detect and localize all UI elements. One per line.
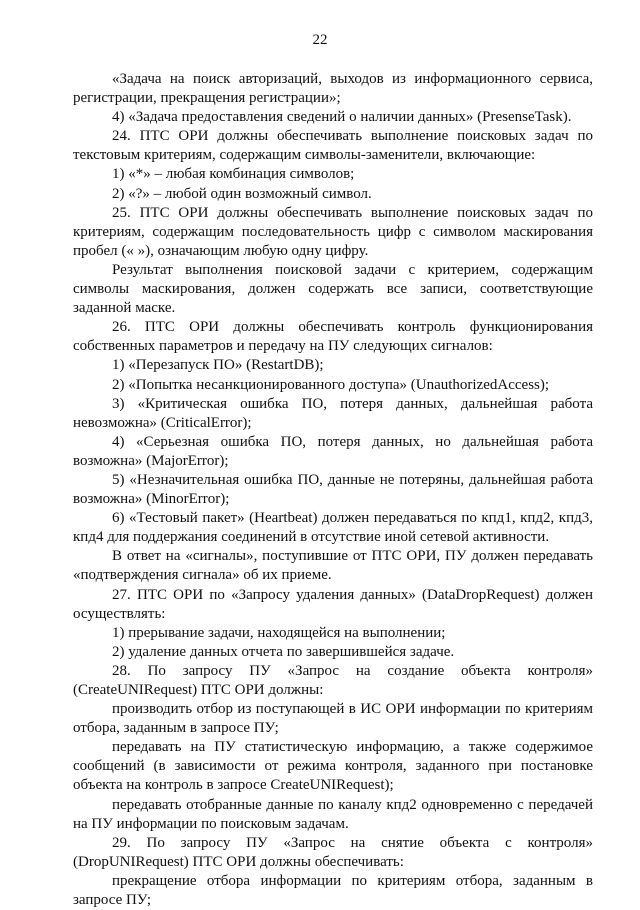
paragraph-transmit-stats: передавать на ПУ статистическую информацию, а также содержимое сообщений (в зависимости от режима контроля, заданного при постановке объекта на контроль в запросе CreateUNIRequest); [73,739,593,794]
list-item-heartbeat: 6) «Тестовый пакет» (Heartbeat) должен передаваться по кпд1, кпд2, кпд3, кпд4 для поддержания соединений в отсутствие иной сетевой активности. [73,510,593,546]
paragraph-28: 28. По запросу ПУ «Запрос на создание объекта контроля» (CreateUNIRequest) ПТС ОРИ должны: [73,662,593,698]
paragraph-select: производить отбор из поступающей в ИС ОРИ информации по критериям отбора, заданным в запросе ПУ; [73,701,593,737]
paragraph-transmit-data: передавать отобранные данные по каналу кпд2 одновременно с передачей на ПУ информации по поисковым задачам. [73,796,593,832]
list-item-1-wildcard: 1) «*» – любая комбинация символов; [112,166,355,183]
list-item-major: 4) «Серьезная ошибка ПО, потеря данных, но дальнейшая работа возможна» (MajorError); [73,433,593,469]
list-item-abort-task: 1) прерывание задачи, находящейся на выполнении; [112,624,446,641]
document-body [73,70,593,910]
list-item-unauthorized: 2) «Попытка несанкционированного доступа» (UnauthorizedAccess); [112,376,550,393]
list-item-delete-report: 2) удаление данных отчета по завершившейся задаче. [112,643,455,660]
paragraph-26: 26. ПТС ОРИ должны обеспечивать контроль функционирования собственных параметров и передачу на ПУ следующих сигналов: [73,319,593,355]
paragraph-24: 24. ПТС ОРИ должны обеспечивать выполнение поисковых задач по текстовым критериям, содержащим символы-заменители, включающие: [73,128,593,164]
paragraph-quote-task: «Задача на поиск авторизаций, выходов из информационного сервиса, регистрации, прекращения регистрации»; [73,71,593,107]
paragraph-27: 27. ПТС ОРИ по «Запросу удаления данных» (DataDropRequest) должен осуществлять: [73,586,593,622]
list-item-minor: 5) «Незначительная ошибка ПО, данные не потеряны, дальнейшая работа возможна» (MinorError); [73,471,593,508]
paragraph-stop-select: прекращение отбора информации по критериям отбора, заданным в запросе ПУ; [73,872,593,909]
paragraph-29: 29. По запросу ПУ «Запрос на снятие объекта с контроля» (DropUNIRequest) ПТС ОРИ должны обеспечивать: [73,834,593,870]
list-item-restart: 1) «Перезапуск ПО» (RestartDB); [112,357,324,374]
paragraph-25: 25. ПТС ОРИ должны обеспечивать выполнение поисковых задач по критериям, содержащим последовательность цифр с символом маскирования пробел (« »), означающим любую одну цифру. [73,204,593,259]
paragraph-signal-confirm: В ответ на «сигналы», поступившие от ПТС ОРИ, ПУ должен передавать «подтверждения сигнала» об их приеме. [73,548,593,584]
paragraph-search-result: Результат выполнения поисковой задачи с критерием, содержащим символы маскирования, должен содержать все записи, соответствующие заданной маске. [73,261,593,317]
list-item-critical: 3) «Критическая ошибка ПО, потеря данных, дальнейшая работа невозможна» (CriticalError); [73,395,593,431]
list-item-2-wildcard: 2) «?» – любой один возможный символ. [112,185,372,202]
page-number: 22 [312,32,328,48]
list-item-4-presense-task: 4) «Задача предоставления сведений о наличии данных» (PresenseTask). [112,109,572,126]
